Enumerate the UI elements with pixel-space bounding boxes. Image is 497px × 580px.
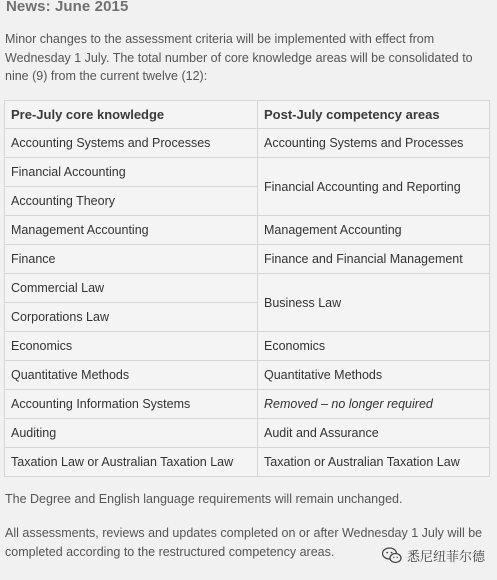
table-row [5,419,490,448]
pre-july-cell: Accounting Theory [5,187,258,216]
table-header-row [5,101,490,129]
post-july-cell: Financial Accounting and Reporting [258,158,490,216]
watermark-text: 悉尼纽菲尔德 [406,549,485,564]
post-july-cell: Finance and Financial Management [258,245,490,274]
pre-july-cell: Taxation Law or Australian Taxation Law [5,448,258,477]
pre-july-cell: Quantitative Methods [5,361,258,390]
pre-july-cell: Management Accounting [5,216,258,245]
intro-paragraph: Minor changes to the assessment criteria will be implemented with effect from Wednesday 1 July. The total number of core knowledge areas will be consolidated to nine (9) from the current twelve (12): [5,32,473,83]
pre-july-cell: Accounting Information Systems [5,390,258,419]
requirements-paragraph: The Degree and English language requirements will remain unchanged. [5,492,403,506]
news-title: News: June 2015 [6,0,129,15]
pre-july-cell: Finance [5,245,258,274]
table-row [5,158,490,187]
table-row [5,216,490,245]
table-row [5,332,490,361]
table-row [5,245,490,274]
table-row [5,274,490,303]
column-header-pre-july: Pre-July core knowledge [5,101,258,129]
post-july-cell: Business Law [258,274,490,332]
pre-july-cell: Economics [5,332,258,361]
pre-july-cell: Corporations Law [5,303,258,332]
post-july-cell: Management Accounting [258,216,490,245]
wechat-icon [382,547,402,564]
watermark [380,545,487,566]
post-july-cell: Audit and Assurance [258,419,490,448]
column-header-post-july: Post-July competency areas [258,101,490,129]
pre-july-cell: Auditing [5,419,258,448]
post-july-cell: Accounting Systems and Processes [258,129,490,158]
pre-july-cell: Financial Accounting [5,158,258,187]
post-july-cell-removed: Removed – no longer required [258,390,490,419]
table-row [5,448,490,477]
assessments-paragraph: All assessments, reviews and updates completed on or after Wednesday 1 July will be completed according to the restructured competency areas. [5,526,483,559]
post-july-cell: Taxation or Australian Taxation Law [258,448,490,477]
table-row [5,390,490,419]
table-row [5,129,490,158]
post-july-cell: Quantitative Methods [258,361,490,390]
post-july-cell: Economics [258,332,490,361]
pre-july-cell: Commercial Law [5,274,258,303]
table-row [5,361,490,390]
knowledge-areas-table [4,100,490,477]
pre-july-cell: Accounting Systems and Processes [5,129,258,158]
